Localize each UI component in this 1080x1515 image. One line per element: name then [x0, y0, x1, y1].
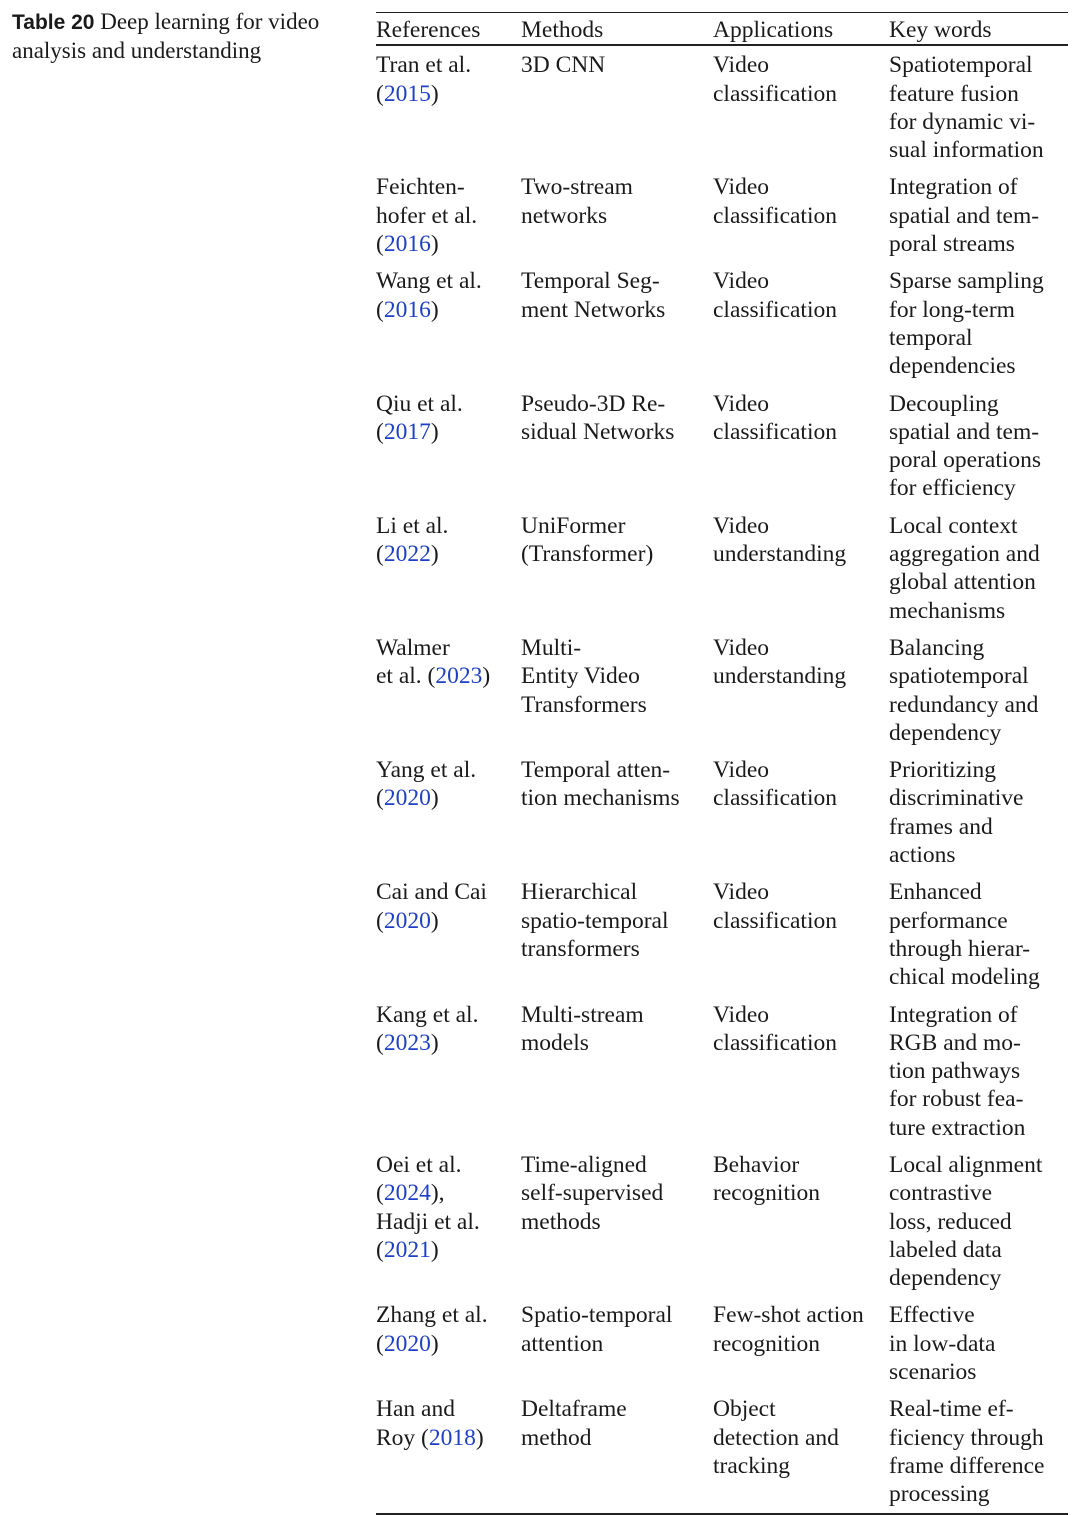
keyword-line: processing	[889, 1481, 990, 1508]
method-line: Temporal atten-	[521, 757, 671, 784]
cell-reference	[376, 168, 521, 262]
method-line: attention	[521, 1330, 604, 1357]
reference-text: (	[376, 1180, 384, 1207]
application-line: Video	[713, 268, 770, 295]
citation-year-link[interactable]: 2024	[383, 1180, 431, 1207]
citation-year-link[interactable]: 2015	[383, 80, 431, 107]
reference-text: Zhang et al.	[376, 1302, 488, 1329]
cell-reference	[376, 629, 521, 751]
reference-text: Li et al.	[376, 512, 449, 539]
table-row	[376, 751, 1068, 873]
cell-reference	[376, 262, 521, 384]
reference-line	[376, 418, 521, 446]
reference-line	[376, 1424, 521, 1452]
cell-keywords	[889, 1390, 1068, 1512]
method-line: ment Networks	[521, 296, 666, 323]
keyword-line: for dynamic vi-	[889, 108, 1036, 135]
cell-application	[713, 46, 889, 168]
references-table	[376, 12, 1068, 1515]
keyword-line: spatial and tem-	[889, 202, 1040, 229]
keyword-line: Enhanced	[889, 879, 982, 906]
application-line: classification	[713, 296, 837, 323]
header-references: References	[376, 17, 481, 43]
application-line: classification	[713, 80, 837, 107]
method-line: 3D CNN	[521, 52, 606, 79]
keyword-line: contrastive	[889, 1180, 993, 1207]
cell-keywords	[889, 262, 1068, 384]
method-line: method	[521, 1424, 592, 1451]
method-line: Entity Video	[521, 663, 640, 690]
reference-text: )	[430, 1330, 439, 1357]
keyword-line: Balancing	[889, 634, 985, 661]
keyword-line: Decoupling	[889, 390, 999, 417]
header-key-words: Key words	[889, 17, 992, 43]
reference-line	[376, 1151, 521, 1179]
keyword-line: through hierar-	[889, 935, 1031, 962]
keyword-line: Spatiotemporal	[889, 52, 1033, 79]
cell-keywords	[889, 629, 1068, 751]
reference-text: (	[376, 418, 384, 445]
keyword-line: spatial and tem-	[889, 418, 1040, 445]
reference-text: )	[475, 1424, 484, 1451]
cell-keywords	[889, 46, 1068, 168]
method-line: Deltaframe	[521, 1396, 627, 1423]
caption-text-line1: Deep learning for video	[100, 9, 320, 34]
reference-text: )	[430, 541, 439, 568]
reference-line	[376, 51, 521, 79]
reference-line	[376, 878, 521, 906]
reference-text: )	[430, 418, 439, 445]
cell-reference	[376, 873, 521, 995]
reference-line	[376, 1029, 521, 1057]
reference-line	[376, 1236, 521, 1264]
citation-year-link[interactable]: 2016	[383, 231, 431, 258]
application-line: Few-shot action	[713, 1302, 864, 1329]
reference-text: Oei et al.	[376, 1151, 462, 1178]
reference-line	[376, 1395, 521, 1423]
reference-line	[376, 1001, 521, 1029]
method-line: models	[521, 1029, 589, 1056]
reference-text: (	[376, 1236, 384, 1263]
application-line: Video	[713, 512, 770, 539]
keyword-line: for long-term	[889, 296, 1015, 323]
application-line: Video	[713, 1001, 770, 1028]
method-line: Transformers	[521, 691, 647, 718]
table-row	[376, 46, 1068, 168]
cell-reference	[376, 751, 521, 873]
keyword-line: Prioritizing	[889, 757, 997, 784]
reference-line	[376, 756, 521, 784]
cell-reference	[376, 996, 521, 1146]
application-line: Video	[713, 634, 770, 661]
method-line: (Transformer)	[521, 541, 654, 568]
cell-keywords	[889, 385, 1068, 507]
table-row	[376, 507, 1068, 629]
method-line: Pseudo-3D Re-	[521, 390, 666, 417]
application-line: recognition	[713, 1180, 821, 1207]
cell-reference	[376, 507, 521, 629]
application-line: classification	[713, 907, 837, 934]
keyword-line: frame difference	[889, 1452, 1045, 1479]
cell-application	[713, 751, 889, 873]
keyword-line: for robust fea-	[889, 1086, 1024, 1113]
method-line: Two-stream	[521, 174, 633, 201]
cell-method	[521, 1296, 713, 1390]
keyword-line: Real-time ef-	[889, 1396, 1014, 1423]
reference-text: hofer et al.	[376, 202, 478, 229]
reference-line	[376, 173, 521, 201]
application-line: Object	[713, 1396, 776, 1423]
keyword-line: tion pathways	[889, 1058, 1021, 1085]
reference-line	[376, 784, 521, 812]
keyword-line: feature fusion	[889, 80, 1019, 107]
citation-year-link[interactable]: 2016	[383, 296, 431, 323]
cell-reference	[376, 1390, 521, 1512]
citation-year-link[interactable]: 2017	[383, 418, 431, 445]
application-line: classification	[713, 785, 837, 812]
application-line: Video	[713, 52, 770, 79]
bottom-rule	[376, 1513, 1068, 1515]
reference-text: Wang et al.	[376, 268, 482, 295]
method-line: UniFormer	[521, 512, 626, 539]
keyword-line: spatiotemporal	[889, 663, 1029, 690]
application-line: Video	[713, 757, 770, 784]
citation-year-link[interactable]: 2020	[383, 907, 431, 934]
method-line: Temporal Seg-	[521, 268, 660, 295]
citation-year-link[interactable]: 2018	[428, 1424, 476, 1451]
cell-application	[713, 996, 889, 1146]
reference-text: Tran et al.	[376, 52, 472, 79]
reference-line	[376, 1301, 521, 1329]
reference-line	[376, 512, 521, 540]
method-line: Time-aligned	[521, 1151, 647, 1178]
application-line: classification	[713, 418, 837, 445]
keyword-line: temporal	[889, 324, 973, 351]
cell-reference	[376, 385, 521, 507]
keyword-line: loss, reduced	[889, 1208, 1012, 1235]
cell-application	[713, 629, 889, 751]
reference-text: )	[430, 296, 439, 323]
citation-year-link[interactable]: 2022	[383, 541, 431, 568]
method-line: self-supervised	[521, 1180, 664, 1207]
cell-method	[521, 629, 713, 751]
reference-line	[376, 1179, 521, 1207]
reference-line	[376, 296, 521, 324]
table-row	[376, 168, 1068, 262]
reference-text: )	[430, 231, 439, 258]
keyword-line: dependencies	[889, 353, 1016, 380]
cell-method	[521, 996, 713, 1146]
keyword-line: Integration of	[889, 174, 1018, 201]
reference-text: Feichten-	[376, 174, 465, 201]
cell-method	[521, 1146, 713, 1296]
reference-line	[376, 662, 521, 690]
reference-line	[376, 540, 521, 568]
cell-application	[713, 168, 889, 262]
keyword-line: Effective	[889, 1302, 975, 1329]
reference-text: (	[376, 296, 384, 323]
method-line: transformers	[521, 935, 640, 962]
reference-line	[376, 907, 521, 935]
reference-text: )	[430, 785, 439, 812]
application-line: recognition	[713, 1330, 821, 1357]
application-line: Video	[713, 879, 770, 906]
keyword-line: scenarios	[889, 1359, 977, 1386]
cell-application	[713, 873, 889, 995]
reference-text: (	[376, 1029, 384, 1056]
cell-keywords	[889, 168, 1068, 262]
table-row	[376, 629, 1068, 751]
application-line: understanding	[713, 541, 847, 568]
citation-year-link[interactable]: 2023	[435, 663, 483, 690]
cell-method	[521, 1390, 713, 1512]
reference-text: )	[482, 663, 491, 690]
table-row	[376, 1296, 1068, 1390]
cell-application	[713, 1296, 889, 1390]
reference-text: Roy (	[376, 1424, 429, 1451]
citation-year-link[interactable]: 2020	[383, 1330, 431, 1357]
cell-method	[521, 507, 713, 629]
application-line: understanding	[713, 663, 847, 690]
method-line: Hierarchical	[521, 879, 638, 906]
application-line: Video	[713, 390, 770, 417]
keyword-line: sual information	[889, 137, 1044, 164]
keyword-line: poral operations	[889, 447, 1042, 474]
method-line: tion mechanisms	[521, 785, 680, 812]
reference-text: Hadji et al.	[376, 1208, 480, 1235]
keyword-line: ture extraction	[889, 1114, 1026, 1141]
reference-line	[376, 390, 521, 418]
cell-application	[713, 1146, 889, 1296]
header-methods: Methods	[521, 17, 604, 43]
reference-text: Kang et al.	[376, 1001, 479, 1028]
table-label: Table 20	[12, 11, 95, 34]
application-line: Video	[713, 174, 770, 201]
table-row	[376, 262, 1068, 384]
method-line: methods	[521, 1208, 601, 1235]
reference-line	[376, 267, 521, 295]
reference-text: (	[376, 231, 384, 258]
keyword-line: frames and	[889, 813, 993, 840]
keyword-line: Sparse sampling	[889, 268, 1044, 295]
reference-text: )	[430, 907, 439, 934]
keyword-line: Local alignment	[889, 1151, 1043, 1178]
cell-method	[521, 46, 713, 168]
application-line: detection and	[713, 1424, 839, 1451]
keyword-line: mechanisms	[889, 597, 1006, 624]
keyword-line: RGB and mo-	[889, 1029, 1021, 1056]
cell-reference	[376, 1296, 521, 1390]
cell-method	[521, 751, 713, 873]
keyword-line: Integration of	[889, 1001, 1018, 1028]
cell-application	[713, 385, 889, 507]
reference-text: Han and	[376, 1396, 455, 1423]
table-row	[376, 1390, 1068, 1512]
citation-year-link[interactable]: 2021	[383, 1236, 431, 1263]
application-line: tracking	[713, 1452, 790, 1479]
keyword-line: dependency	[889, 719, 1002, 746]
keyword-line: global attention	[889, 569, 1036, 596]
cell-reference	[376, 1146, 521, 1296]
reference-line	[376, 1208, 521, 1236]
reference-text: Walmer	[376, 634, 450, 661]
keyword-line: redundancy and	[889, 691, 1039, 718]
keyword-line: actions	[889, 842, 956, 869]
reference-text: )	[430, 1029, 439, 1056]
reference-line	[376, 202, 521, 230]
reference-text: (	[376, 907, 384, 934]
table-row	[376, 385, 1068, 507]
cell-keywords	[889, 1296, 1068, 1390]
reference-line	[376, 230, 521, 258]
reference-text: Cai and Cai	[376, 879, 487, 906]
cell-method	[521, 385, 713, 507]
cell-application	[713, 262, 889, 384]
keyword-line: poral streams	[889, 231, 1015, 258]
cell-keywords	[889, 507, 1068, 629]
reference-text: (	[376, 80, 384, 107]
reference-line	[376, 80, 521, 108]
cell-application	[713, 507, 889, 629]
reference-line	[376, 634, 521, 662]
application-line: Behavior	[713, 1151, 800, 1178]
citation-year-link[interactable]: 2023	[383, 1029, 431, 1056]
reference-text: )	[430, 80, 439, 107]
keyword-line: labeled data	[889, 1236, 1002, 1263]
reference-text: )	[430, 1236, 439, 1263]
reference-text: (	[376, 541, 384, 568]
reference-text: et al. (	[376, 663, 436, 690]
keyword-line: aggregation and	[889, 541, 1040, 568]
reference-text: Qiu et al.	[376, 390, 463, 417]
cell-keywords	[889, 1146, 1068, 1296]
table-caption	[12, 8, 352, 65]
table-row	[376, 873, 1068, 995]
keyword-line: performance	[889, 907, 1008, 934]
method-line: spatio-temporal	[521, 907, 669, 934]
application-line: classification	[713, 1029, 837, 1056]
keyword-line: chical modeling	[889, 964, 1040, 991]
method-line: sidual Networks	[521, 418, 675, 445]
reference-text: (	[376, 1330, 384, 1357]
keyword-line: Local context	[889, 512, 1018, 539]
table-row	[376, 1146, 1068, 1296]
cell-method	[521, 262, 713, 384]
keyword-line: discriminative	[889, 785, 1024, 812]
cell-keywords	[889, 873, 1068, 995]
cell-keywords	[889, 751, 1068, 873]
method-line: Multi-stream	[521, 1001, 644, 1028]
header-row	[376, 13, 1068, 44]
method-line: networks	[521, 202, 608, 229]
caption-text-line2: analysis and understanding	[12, 38, 262, 63]
reference-line	[376, 1330, 521, 1358]
reference-text: (	[376, 785, 384, 812]
cell-keywords	[889, 996, 1068, 1146]
application-line: classification	[713, 202, 837, 229]
keyword-line: dependency	[889, 1265, 1002, 1292]
reference-text: Yang et al.	[376, 757, 477, 784]
keyword-line: in low-data	[889, 1330, 996, 1357]
cell-method	[521, 873, 713, 995]
cell-method	[521, 168, 713, 262]
cell-application	[713, 1390, 889, 1512]
keyword-line: ficiency through	[889, 1424, 1044, 1451]
method-line: Spatio-temporal	[521, 1302, 673, 1329]
method-line: Multi-	[521, 634, 582, 661]
reference-text: ),	[430, 1180, 445, 1207]
citation-year-link[interactable]: 2020	[383, 785, 431, 812]
cell-reference	[376, 46, 521, 168]
header-applications: Applications	[713, 17, 834, 43]
keyword-line: for efficiency	[889, 475, 1016, 502]
table-row	[376, 996, 1068, 1146]
